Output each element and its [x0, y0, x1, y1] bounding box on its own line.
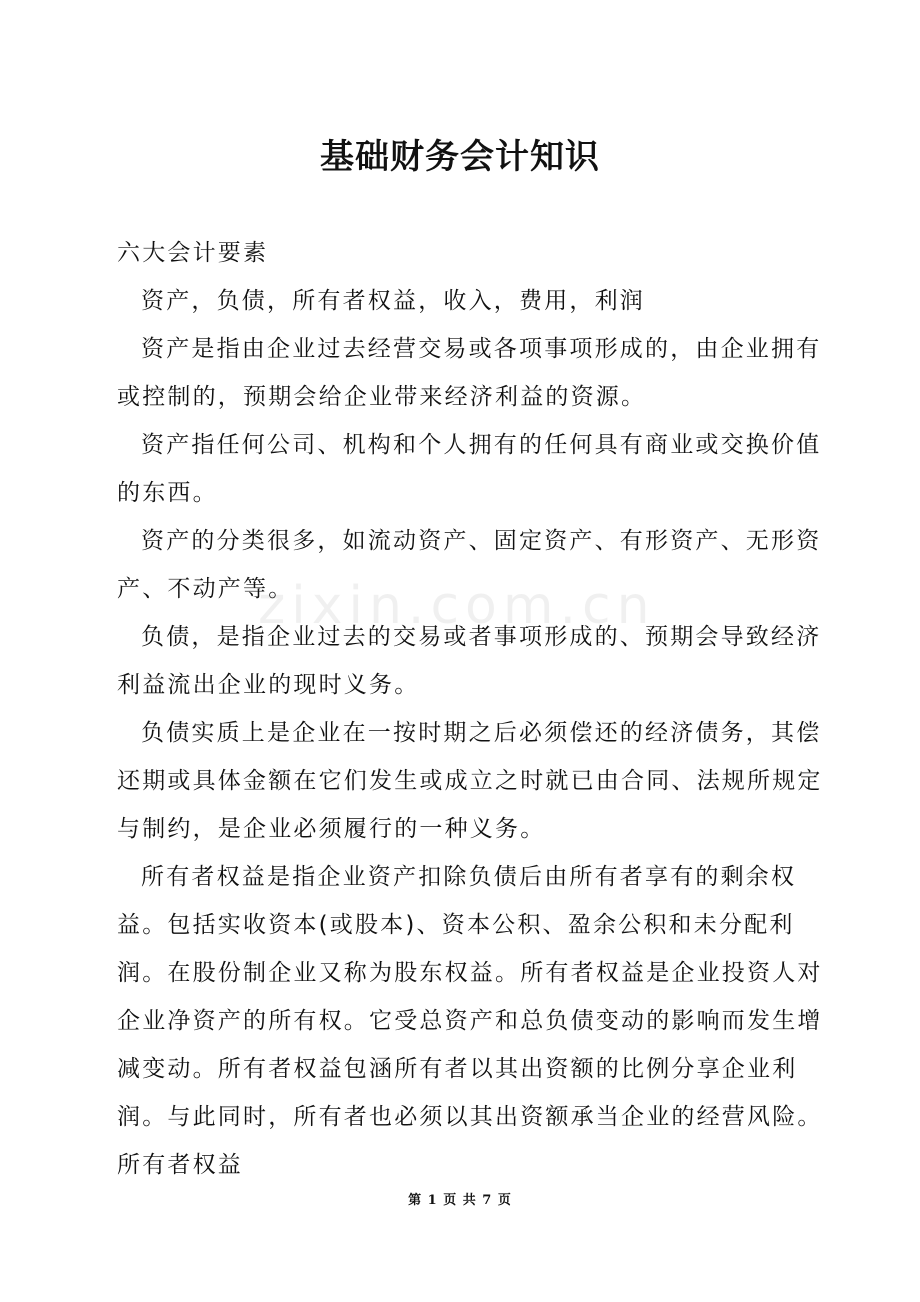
- watermark: zixin.com.cn: [258, 576, 656, 636]
- section-heading: 六大会计要素: [117, 240, 269, 266]
- paragraph-asset-classification: 资产的分类很多，如流动资产、固定资产、有形资产、无形资产、不动产等。: [117, 528, 822, 602]
- page-footer: 第 1 页 共 7 页: [408, 1193, 512, 1208]
- paragraph-liability-definition: 负债，是指企业过去的交易或者事项形成的、预期会导致经济利益流出企业的现时义务。: [117, 624, 822, 698]
- document-body: [117, 229, 842, 1189]
- page-title: 基础财务会计知识: [320, 137, 600, 177]
- paragraph-owners-equity: 所有者权益是指企业资产扣除负债后由所有者享有的剩余权益。包括实收资本(或股本)、资本公积、盈余公积和未分配利润。在股份制企业又称为股东权益。所有者权益是企业投资人对企业净资产的所有权。它受总资产和总负债变动的影响而发生增减变动。所有者权益包涵所有者以其出资额的比例分享企业利润。与此同时，所有者也必须以其出资额承当企业的经营风险。所有者权益: [117, 864, 823, 1178]
- paragraph-asset-definition: 资产是指由企业过去经营交易或各项事项形成的，由企业拥有或控制的，预期会给企业带来经济利益的资源。: [117, 336, 822, 410]
- paragraph-liability-nature: 负债实质上是企业在一按时期之后必须偿还的经济债务，其偿还期或具体金额在它们发生或成立之时就已由合同、法规所规定与制约，是企业必须履行的一种义务。: [117, 720, 823, 842]
- paragraph-elements-list: 资产，负债，所有者权益，收入，费用，利润: [141, 288, 645, 314]
- paragraph-asset-meaning: 资产指任何公司、机构和个人拥有的任何具有商业或交换价值的东西。: [117, 432, 822, 506]
